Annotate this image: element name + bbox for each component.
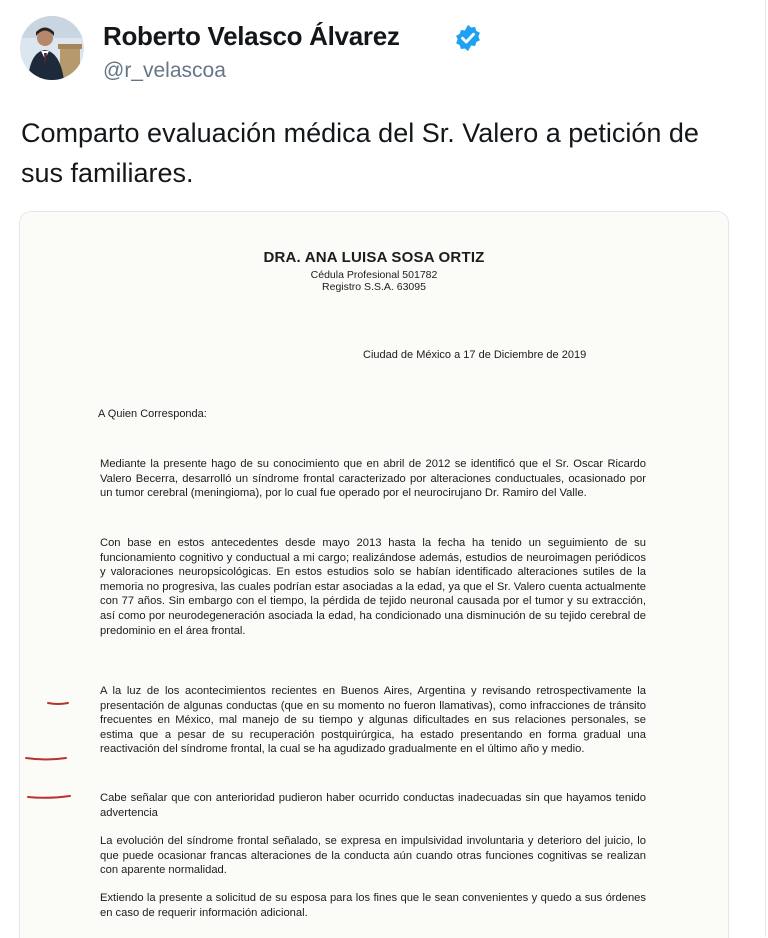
letter-paragraph: La evolución del síndrome frontal señalado, se expresa en impulsividad involuntaria y deterioro del juicio, lo que puede ocasionar francas alteraciones de la conducta aún cuando otras funciones cognitivas se realizan con aparente normalidad.	[100, 835, 646, 877]
doctor-name: DRA. ANA LUISA SOSA ORTIZ	[263, 249, 485, 266]
author-name[interactable]: Roberto Velasco Álvarez	[103, 21, 400, 51]
letter-paragraph: A la luz de los acontecimientos recientes en Buenos Aires, Argentina y revisando retrospectivamente la presentación de algunas conductas (que en su momento no fueron llamativas), como infracciones de tránsito frecuentes en México, mal manejo de su tiempo y algunas dificultades en sus relaciones personales, se estima que a pesar de su recuperación postquirúrgica, ha estado presentando en forma gradual una reactivación del síndrome frontal, la cual se ha agudizado gradualmente en el último año y medio.	[100, 685, 646, 756]
avatar[interactable]	[20, 16, 84, 80]
tweet-text: Comparto evaluación médica del Sr. Valero a petición de sus familiares.	[21, 118, 699, 188]
author-handle[interactable]: @r_velascoa	[103, 59, 226, 82]
letter-date: Ciudad de México a 17 de Diciembre de 2019	[363, 349, 587, 361]
registro-ssa: Registro S.S.A. 63095	[322, 281, 426, 293]
letter-paragraph: Cabe señalar que con anterioridad pudieron haber ocurrido conductas inadecuadas sin que hayamos tenido advertencia	[100, 792, 646, 819]
timeline-border	[765, 0, 766, 937]
attached-document-image[interactable]	[19, 211, 729, 938]
medical-letter	[20, 212, 728, 938]
letter-paragraph: Extiendo la presente a solicitud de su esposa para los fines que le sean convenientes y quedo a sus órdenes en caso de requerir información adicional.	[100, 892, 646, 919]
letter-paragraph: Con base en estos antecedentes desde mayo 2013 hasta la fecha ha tenido un seguimiento de su funcionamiento cognitivo y conductual a mi cargo; realizándose además, estudios de neuroimagen periódicos y valoraciones neuropsicológicas. En estos estudios solo se habían identificado alteraciones sutiles de la memoria no progresiva, las cuales podrían estar asociadas a la edad, ya que el Sr. Valero cuenta actualmente con 77 años. Sin embargo con el tiempo, la pérdida de tejido neuronal causada por el tumor y su extracción, así como por neurodegeneración asociada la edad, ha condicionado una disminución de su tejido cerebral de predominio en el área frontal.	[100, 537, 646, 637]
letter-paragraph: Mediante la presente hago de su conocimiento que en abril de 2012 se identificó que el Sr. Oscar Ricardo Valero Becerra, desarrolló un síndrome frontal caracterizado por alteraciones conductuales, ocasionado por un tumor cerebral (meningioma), por lo cual fue operado por el neurocirujano Dr. Ramiro del Valle.	[100, 458, 646, 500]
cedula-profesional: Cédula Profesional 501782	[310, 269, 438, 281]
verified-badge-icon	[453, 23, 483, 53]
letter-greeting: A Quien Corresponda:	[98, 408, 207, 420]
